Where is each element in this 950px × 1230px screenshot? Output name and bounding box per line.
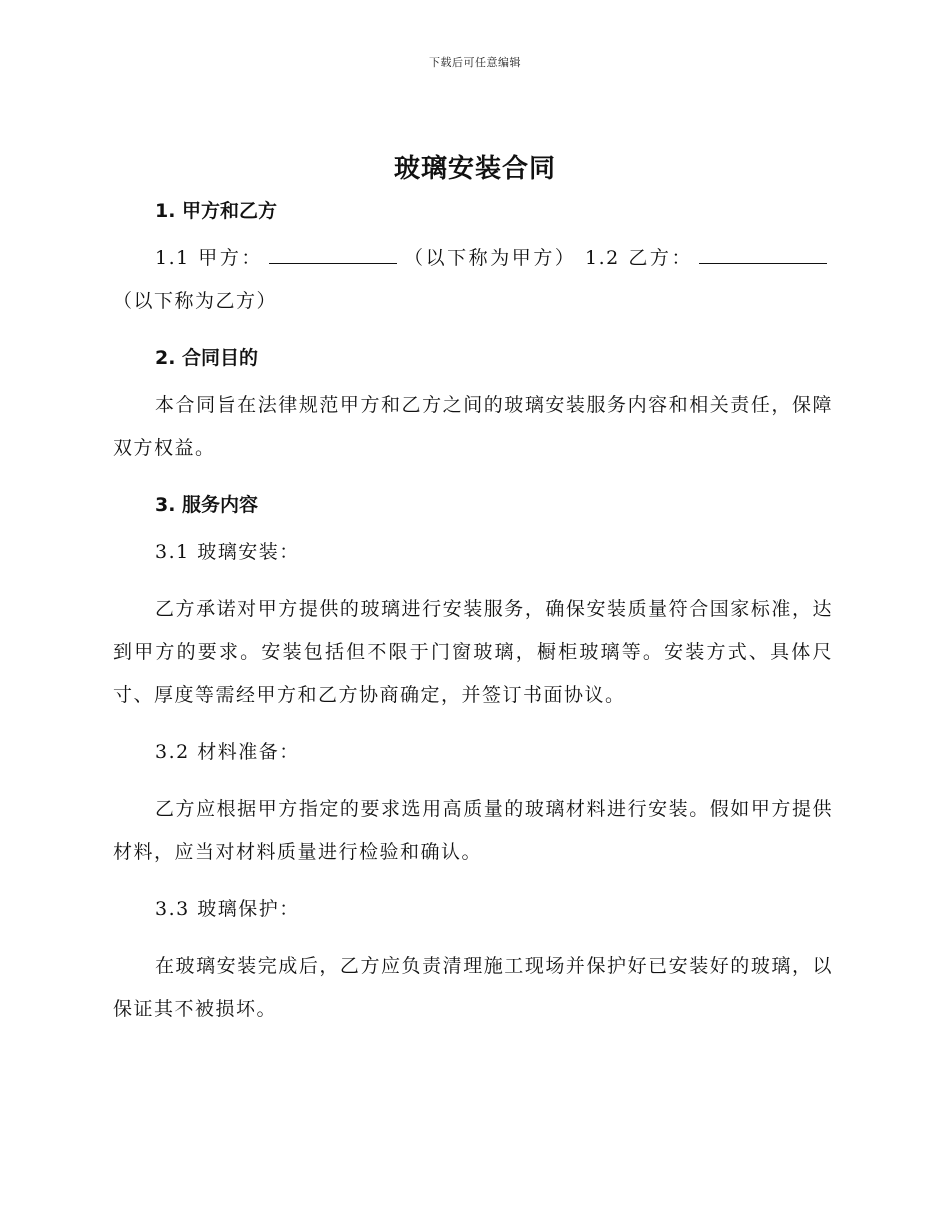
section-3-3-text: 在玻璃安装完成后，乙方应负责清理施工现场并保护好已安装好的玻璃，以保证其不被损坏。 <box>113 955 833 1020</box>
section-1-parties <box>113 237 833 323</box>
section-3-3-heading: 3.3 玻璃保护： <box>155 898 300 920</box>
party-b-suffix: （以下称为乙方） <box>113 290 278 312</box>
section-3-heading: 3. 服务内容 <box>155 494 259 516</box>
document-title: 玻璃安装合同 <box>393 154 556 184</box>
party-b-label: 1.2 乙方： <box>585 247 693 269</box>
document-body <box>113 196 833 1031</box>
header-note: 下载后可任意编辑 <box>429 56 521 69</box>
section-2-text: 本合同旨在法律规范甲方和乙方之间的玻璃安装服务内容和相关责任，保障双方权益。 <box>113 394 833 459</box>
party-b-blank[interactable] <box>699 245 827 264</box>
section-3-2-text: 乙方应根据甲方指定的要求选用高质量的玻璃材料进行安装。假如甲方提供材料，应当对材料质量进行检验和确认。 <box>113 798 833 863</box>
section-2-heading: 2. 合同目的 <box>155 347 259 369</box>
party-a-blank[interactable] <box>269 245 397 264</box>
section-1-heading: 1. 甲方和乙方 <box>155 200 278 222</box>
section-3-1-heading: 3.1 玻璃安装： <box>155 541 300 563</box>
party-a-label: 1.1 甲方： <box>155 247 263 269</box>
section-3-2-heading: 3.2 材料准备： <box>155 741 300 763</box>
section-3-1-text: 乙方承诺对甲方提供的玻璃进行安装服务，确保安装质量符合国家标准，达到甲方的要求。安装包括但不限于门窗玻璃，橱柜玻璃等。安装方式、具体尺寸、厚度等需经甲方和乙方协商确定，并签订书面协议。 <box>113 598 833 706</box>
party-a-suffix: （以下称为甲方） <box>402 247 577 269</box>
